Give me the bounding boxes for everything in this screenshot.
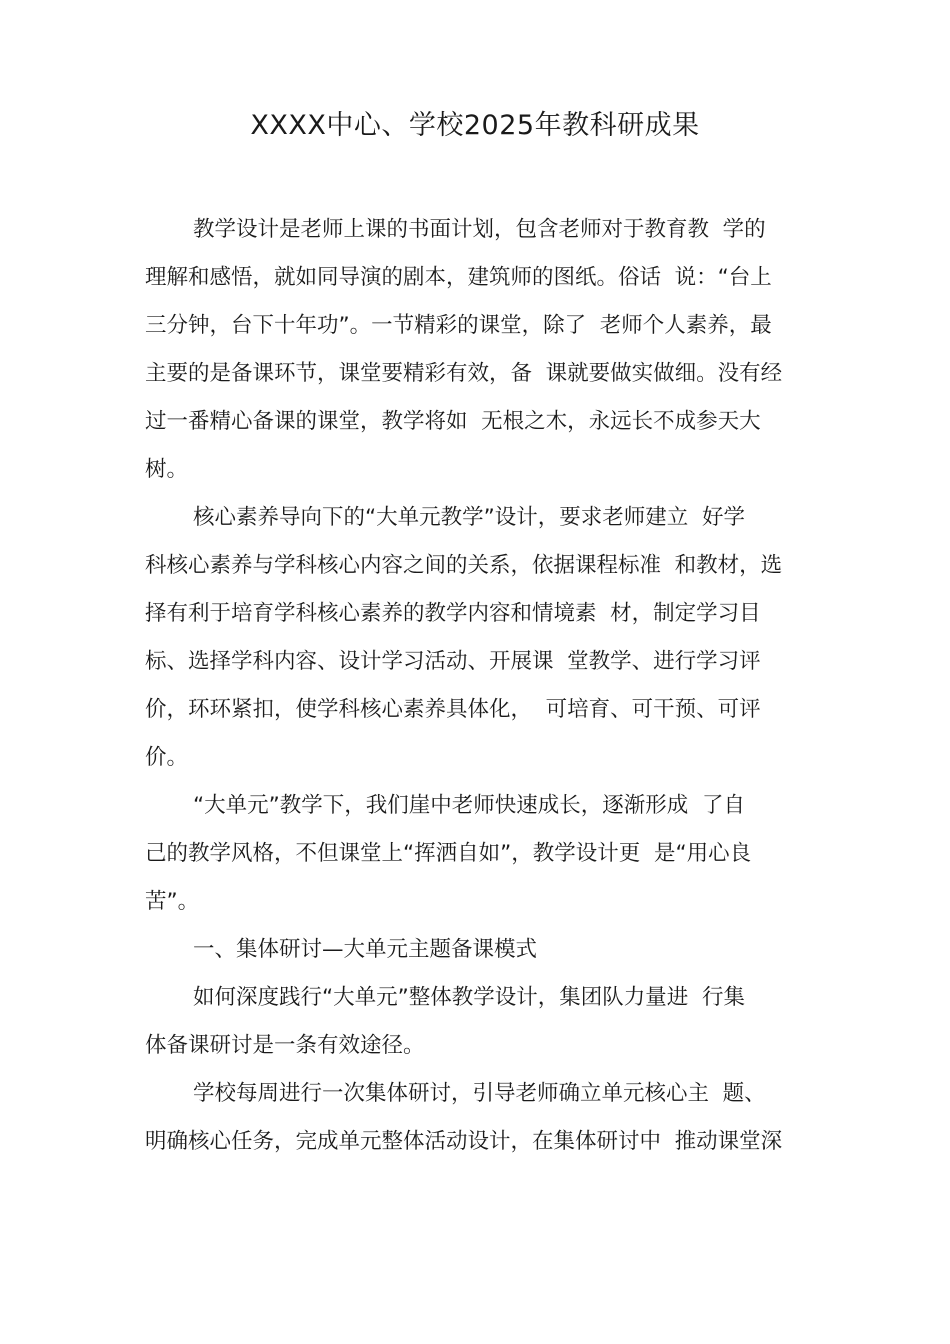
text-line: 树。 (145, 457, 189, 482)
text-line: 科核心素养与学科核心内容之间的关系，依据课程标准 和教材，选 (145, 553, 783, 578)
text-line: 三分钟，台下十年功”。一节精彩的课堂，除了 老师个人素养，最 (145, 313, 772, 338)
heading-line: 一、集体研讨—大单元主题备课模式 (193, 937, 538, 962)
paragraph-2 (145, 494, 845, 782)
section-heading (145, 926, 845, 974)
text-line: 学校每周进行一次集体研讨，引导老师确立单元核心主 题、 (193, 1081, 766, 1106)
paragraph-5 (145, 1070, 845, 1166)
text-line: 苦”。 (145, 889, 200, 914)
text-line: 体备课研讨是一条有效途径。 (145, 1033, 425, 1058)
text-line: 价。 (145, 745, 189, 770)
text-line: 教学设计是老师上课的书面计划，包含老师对于教育教 学的 (193, 217, 766, 242)
text-line: 理解和感悟，就如同导演的剧本，建筑师的图纸。俗话 说：“台上 (145, 265, 772, 290)
text-line: 价，环环紧扣，使学科核心素养具体化， 可培育、可干预、可评 (145, 697, 761, 722)
text-line: 过一番精心备课的课堂，教学将如 无根之木，永远长不成参天大 (145, 409, 761, 434)
paragraph-4 (145, 974, 845, 1070)
text-line: 择有利于培育学科核心素养的教学内容和情境素 材，制定学习目 (145, 601, 761, 626)
document-title: XXXX中心、学校2025年教科研成果 (250, 110, 700, 141)
text-line: 核心素养导向下的“大单元教学”设计，要求老师建立 好学 (193, 505, 745, 530)
text-line: “大单元”教学下，我们崖中老师快速成长，逐渐形成 了自 (193, 793, 745, 818)
text-line: 如何深度践行“大单元”整体教学设计，集团队力量进 行集 (193, 985, 745, 1010)
text-line: 己的教学风格，不但课堂上“挥洒自如”，教学设计更 是“用心良 (145, 841, 752, 866)
paragraph-3 (145, 782, 845, 926)
document-body (145, 206, 845, 1166)
text-line: 主要的是备课环节，课堂要精彩有效，备 课就要做实做细。没有经 (145, 361, 783, 386)
paragraph-1 (145, 206, 845, 494)
text-line: 标、选择学科内容、设计学习活动、开展课 堂教学、进行学习评 (145, 649, 761, 674)
text-line: 明确核心任务，完成单元整体活动设计，在集体研讨中 推动课堂深 (145, 1129, 783, 1154)
